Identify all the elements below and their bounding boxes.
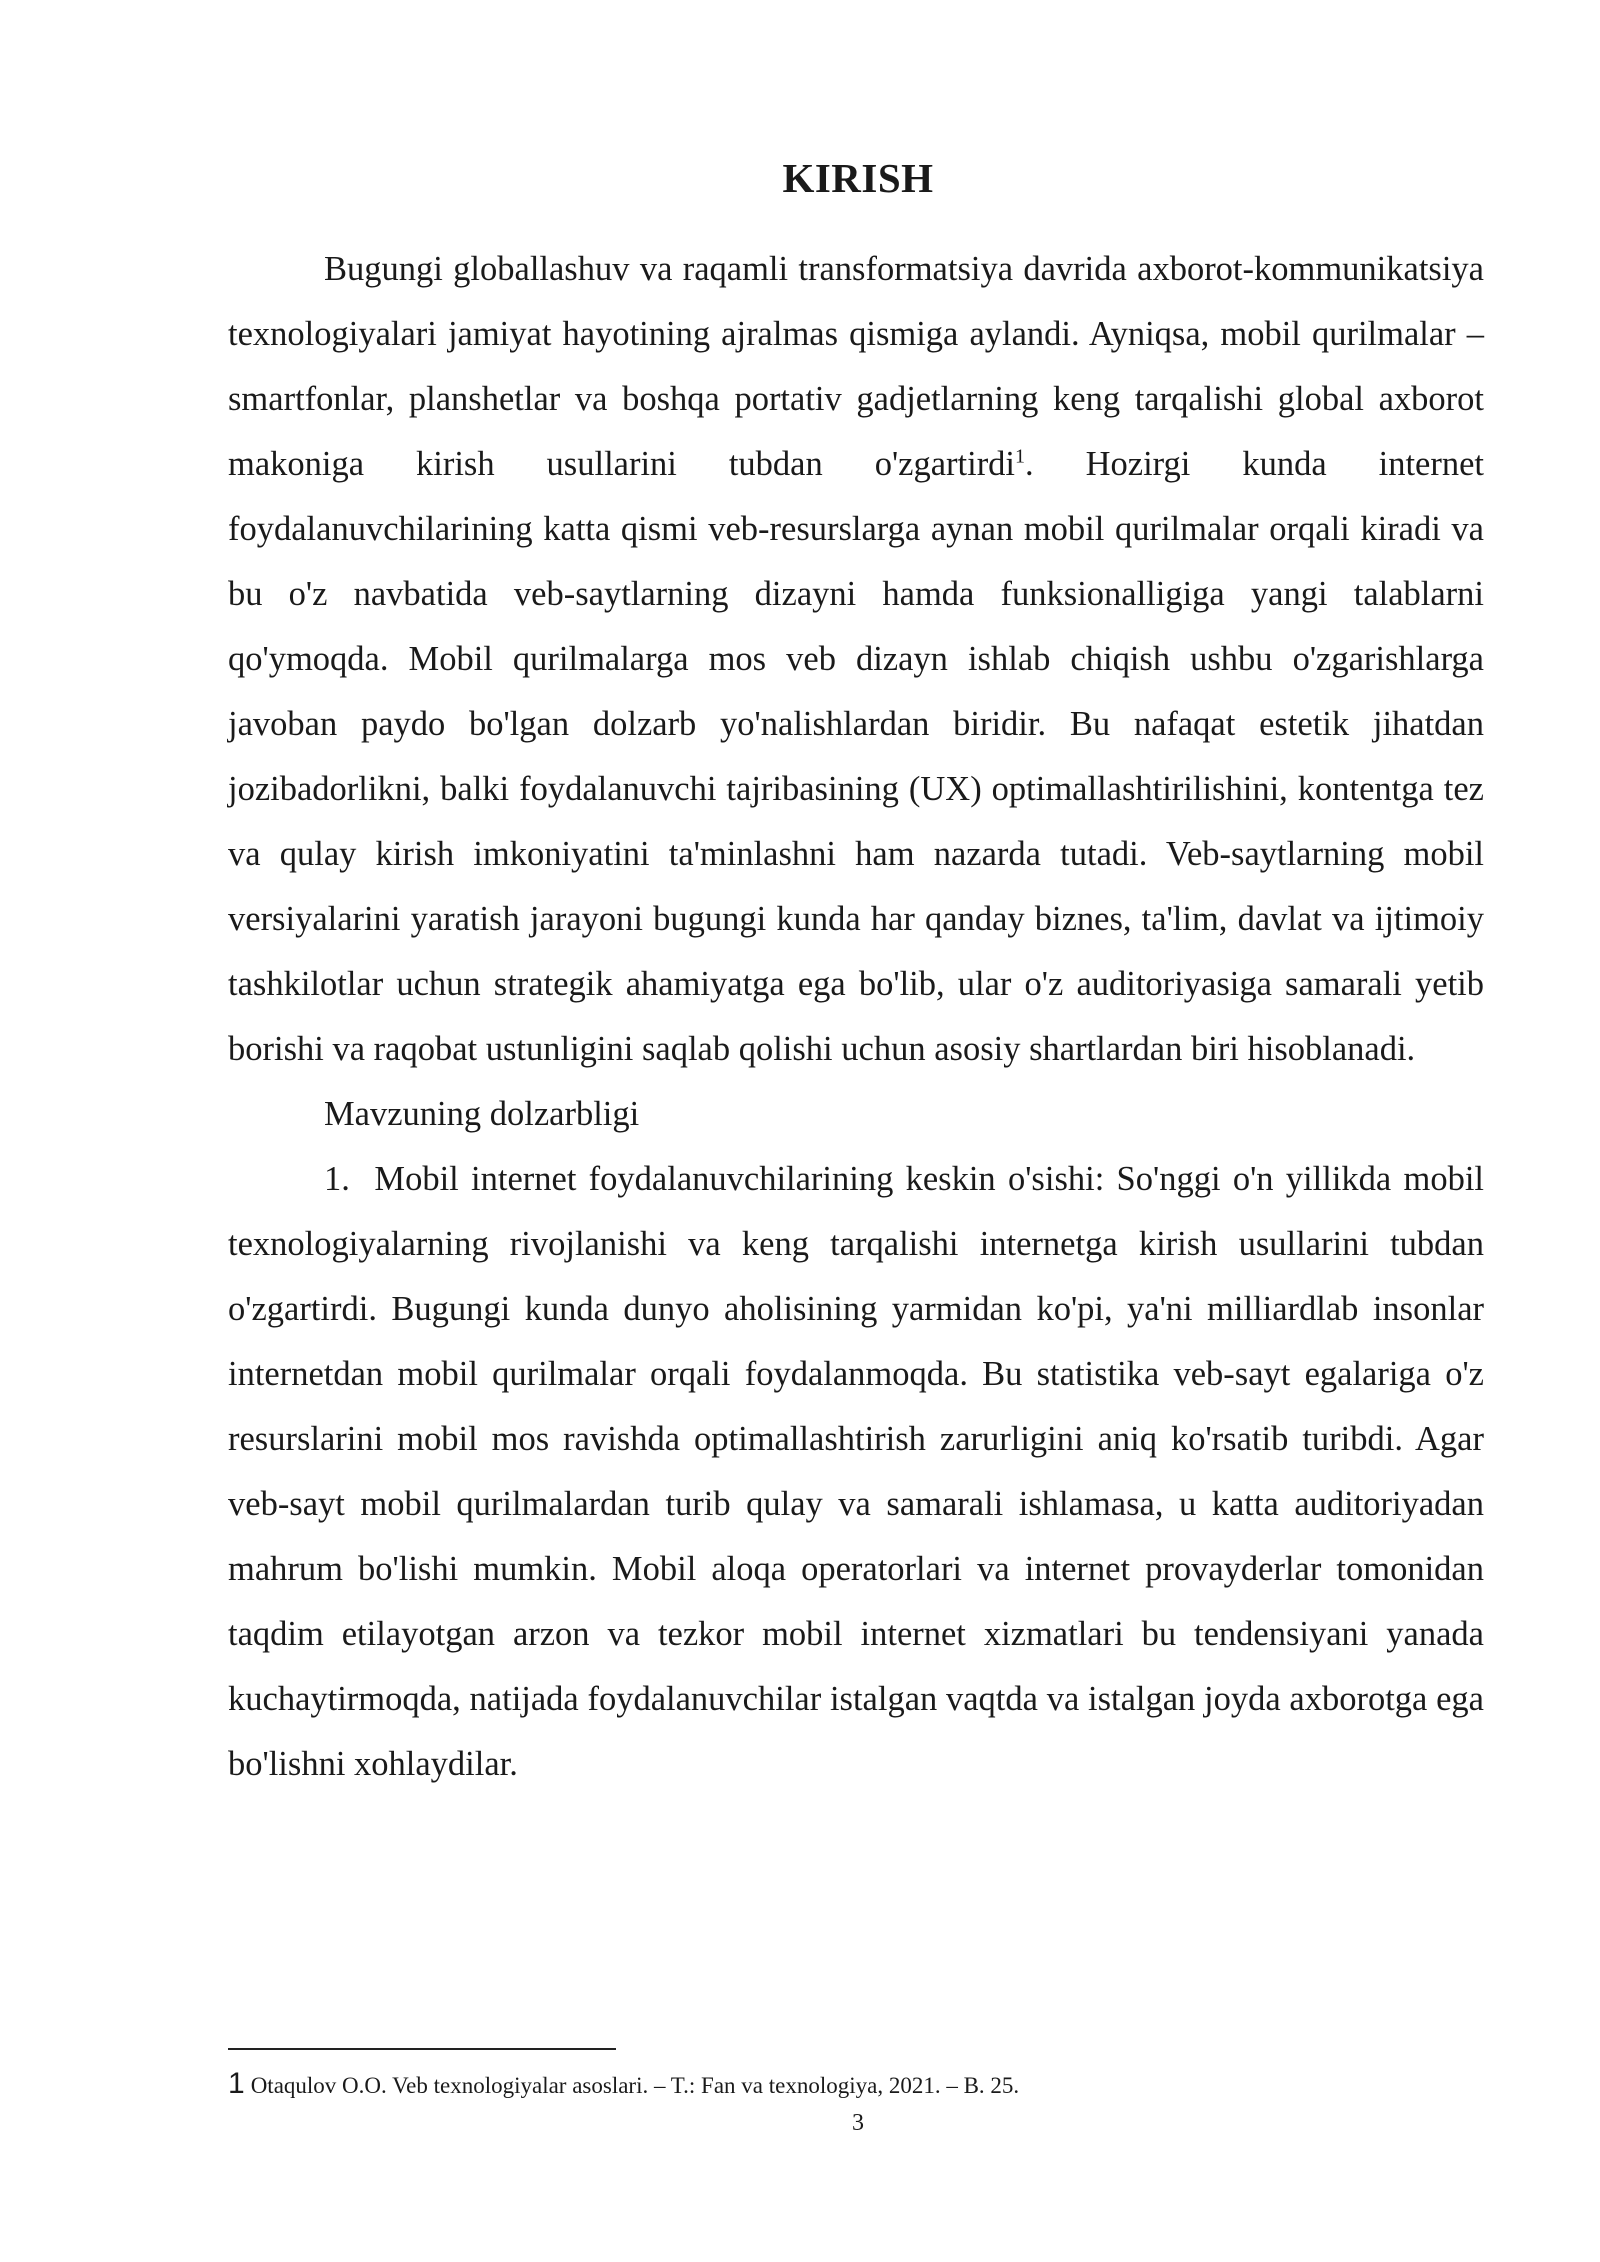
page-title: KIRISH — [782, 155, 934, 201]
footnote-text: Otaqulov O.O. Veb texnologiyalar asoslari. – T.: Fan va texnologiya, 2021. – B. 25. — [250, 2073, 1020, 2098]
section-heading: Mavzuning dolzarbligi — [324, 1095, 640, 1133]
intro-text-part2: . Hozirgi kunda internet foydalanuvchilarining katta qismi veb-resurslarga aynan mobil qurilmalar orqali kiradi va bu o'z navbatida veb-saytlarning dizayni hamda funksionalligiga yangi talablarni qo'ymoqda. Mobil qurilmalarga mos veb dizayn ishlab chiqish ushbu o'zgarishlarga javoban paydo bo'lgan dolzarb yo'nalishlardan biridir. Bu nafaqat estetik jihatdan jozibadorlikni, balki foydalanuvchi tajribasining (UX) optimallashtirilishini, kontentga tez va qulay kirish imkoniyatini ta'minlashni ham nazarda tutadi. Veb-saytlarning mobil versiyalarini yaratish jarayoni bugungi kunda har qanday biznes, ta'lim, davlat va ijtimoiy tashkilotlar uchun strategik ahamiyatga ega bo'lib, ular o'z auditoriyasiga samarali yetib borishi va raqobat ustunligini saqlab qolishi uchun asosiy shartlardan biri hisoblanadi. — [228, 445, 1484, 1068]
list-item-text: Mobil internet foydalanuvchilarining keskin o'sishi: So'nggi o'n yillikda mobil texnologiyalarning rivojlanishi va keng tarqalishi internetga kirish usullarini tubdan o'zgartirdi. Bugungi kunda dunyo aholisining yarmidan ko'pi, ya'ni milliardlab insonlar internetdan mobil qurilmalar orqali foydalanmoqda. Bu statistika veb-sayt egalariga o'z resurslarini mobil mos ravishda optimallashtirish zarurligini aniq ko'rsatib turibdi. Agar veb-sayt mobil qurilmalardan turib qulay va samarali ishlamasa, u katta auditoriyadan mahrum bo'lishi mumkin. Mobil aloqa operatorlari va internet provayderlar tomonidan taqdim etilayotgan arzon va tezkor mobil internet xizmatlari bu tendensiyani yanada kuchaytirmoqda, natijada foydalanuvchilar istalgan vaqtda va istalgan joyda axborotga ega bo'lishni xohlaydilar. — [228, 1160, 1484, 1783]
intro-paragraph — [228, 237, 1484, 1082]
footnote-reference: 1 — [1015, 445, 1026, 468]
footnote-number: 1 — [228, 2067, 245, 2100]
list-item — [228, 1147, 1484, 1797]
footnote — [228, 2068, 1488, 2102]
list-item-number: 1. — [324, 1160, 350, 1198]
intro-text-part1: Bugungi globallashuv va raqamli transformatsiya davrida axborot-kommunikatsiya texnologiyalari jamiyat hayotining ajralmas qismiga aylandi. Ayniqsa, mobil qurilmalar – smartfonlar, planshetlar va boshqa portativ gadjetlarning keng tarqalishi global axborot makoniga kirish usullarini tubdan o'zgartirdi — [228, 250, 1484, 483]
page-number: 3 — [852, 2110, 864, 2136]
body-text — [228, 237, 1484, 1797]
footnote-divider — [228, 2048, 616, 2050]
